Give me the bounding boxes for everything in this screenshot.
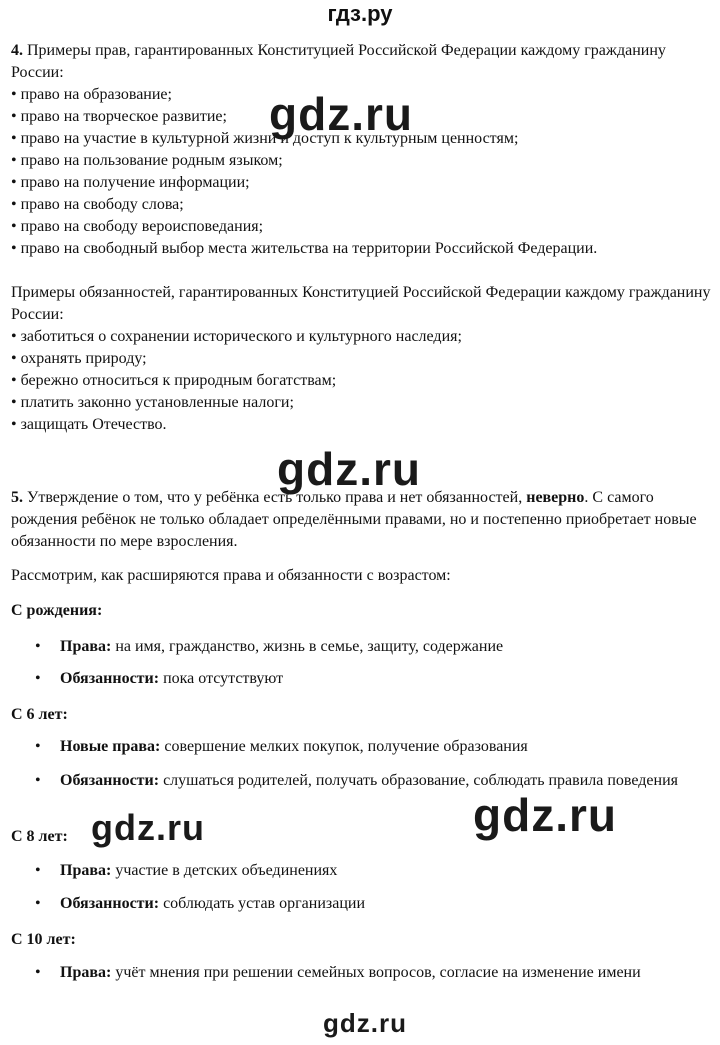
section-title: С 8 лет: — [11, 828, 68, 845]
task4-duties-intro: Примеры обязанностей, гарантированных Конституцией Российской Федерации каждому гражданину России: — [11, 284, 711, 323]
task4-intro-text: Примеры прав, гарантированных Конституцией Российской Федерации каждому гражданину России: — [11, 42, 666, 81]
watermark: gdz.ru — [269, 88, 413, 140]
list-item: • право на пользование родным языком; — [11, 152, 283, 169]
task4-block — [11, 40, 711, 260]
list-item: • охранять природу; — [11, 350, 147, 367]
watermark: gdz.ru — [323, 1008, 407, 1038]
list-item: • право на получение информации; — [11, 174, 250, 191]
list-item: • право на образование; — [11, 86, 172, 103]
task5-verdict: неверно — [526, 489, 585, 506]
list-item: • право на свободный выбор места жительства на территории Российской Федерации. — [11, 240, 598, 257]
list-item: • право на свободу слова; — [11, 196, 184, 213]
site-header: гдз.ру — [327, 1, 393, 26]
list-item: • заботиться о сохранении исторического и культурного наследия; — [11, 328, 462, 345]
list-item: • право на свободу вероисповедания; — [11, 218, 264, 235]
list-item: • бережно относиться к природным богатствам; — [11, 372, 337, 389]
list-item: • право на творческое развитие; — [11, 108, 227, 125]
task5-lead: Рассмотрим, как расширяются права и обязанности с возрастом: — [11, 567, 451, 584]
task4-duties-block — [11, 282, 711, 436]
section-title: С 6 лет: — [11, 706, 68, 723]
list-item: • право на участие в культурной жизни и доступ к культурным ценностям; — [11, 130, 519, 147]
list-item: • платить законно установленные налоги; — [11, 394, 294, 411]
list-item: • защищать Отечество. — [11, 416, 167, 433]
section-title: С 10 лет: — [11, 931, 76, 948]
task4-intro — [11, 40, 711, 84]
watermark: gdz.ru — [277, 443, 421, 495]
section-title: С рождения: — [11, 602, 103, 619]
task5-block — [11, 487, 711, 587]
watermark: gdz.ru — [91, 807, 205, 848]
task5-statement: 5. Утверждение о том, что у ребёнка есть только права и нет обязанностей, неверно. С самого рождения ребёнок не только обладает определёнными правами, но и постепенно приобретает новые обязанности по мере взросления. — [11, 489, 697, 550]
watermark: gdz.ru — [473, 789, 617, 841]
task4-number: 4. — [11, 42, 23, 59]
